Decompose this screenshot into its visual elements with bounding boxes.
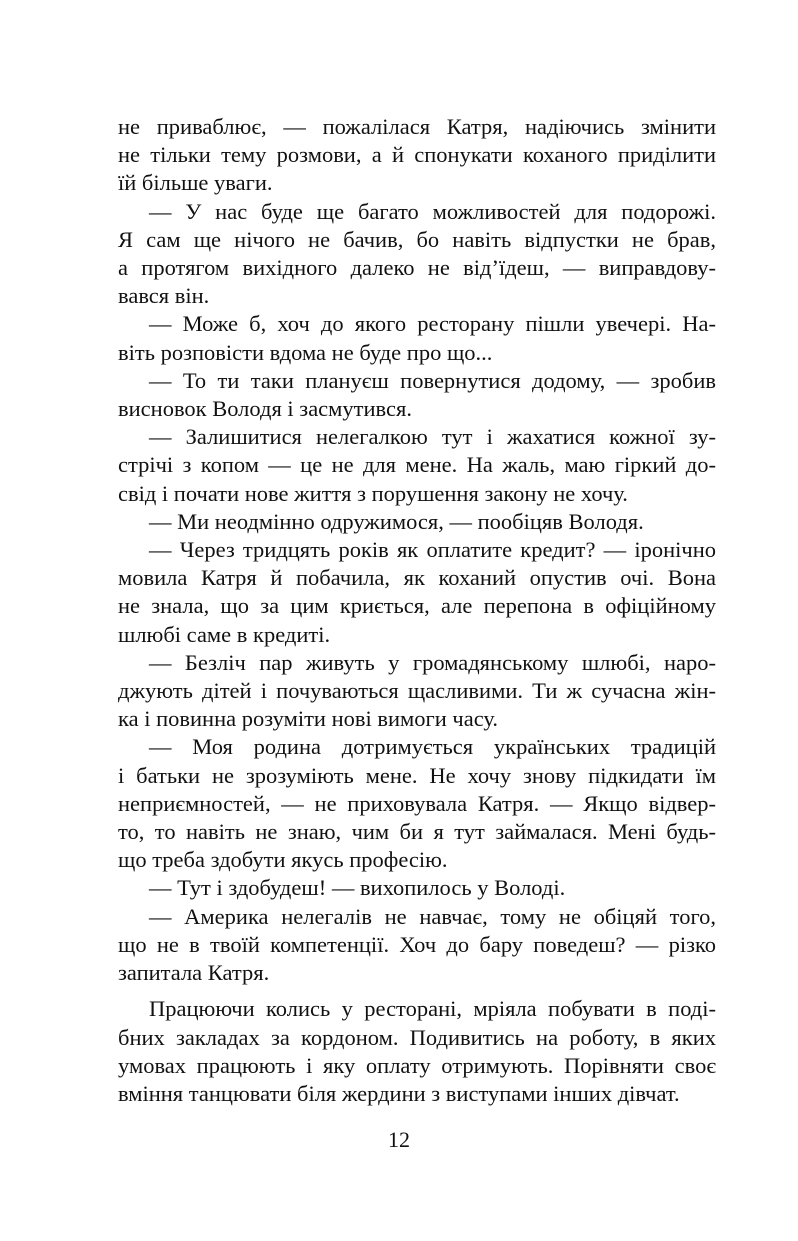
text-line: — Тут і здобудеш! — вихопилось у Володі.: [149, 875, 566, 901]
text-line: і батьки не зрозуміють мене. Не хочу знову підкидати їм: [118, 762, 716, 788]
text-line: не тільки тему розмови, а й спонукати коханого приділити: [118, 142, 716, 168]
text-line: — Через тридцять років як оплатите кредит? — іронічно: [149, 537, 716, 563]
text-line: що треба здобути якусь професію.: [118, 847, 448, 873]
text-line: неприємностей, — не приховувала Катря. — Якщо відвер-: [118, 790, 716, 816]
text-line: — Залишитися нелегалкою тут і жахатися кожної зу-: [149, 424, 716, 450]
text-line: умовах працюють і яку оплату отримують. Порівняти своє: [118, 1052, 716, 1078]
text-line: шлюбі саме в кредиті.: [118, 621, 331, 647]
text-line: не знала, що за цим криється, але перепона в офіційному: [118, 593, 716, 619]
text-line: — Може б, хоч до якого ресторану пішли увечері. На-: [149, 311, 716, 337]
text-line: свід і почати нове життя з порушення закону не хочу.: [118, 480, 628, 506]
text-line: стрічі з копом — це не для мене. На жаль, маю гіркий до-: [118, 452, 716, 478]
text-line: — То ти таки плануєш повернутися додому, — зробив: [149, 367, 716, 393]
text-line: не приваблює, — пожалілася Катря, надіючись змінити: [118, 114, 716, 139]
text-line: запитала Катря.: [118, 960, 270, 986]
text-line: а протягом вихідного далеко не від’їдеш, — виправдову-: [118, 255, 716, 281]
text-line: мовила Катря й побачила, як коханий опустив очі. Вона: [118, 565, 716, 591]
text-line: що не в твоїй компетенції. Хоч до бару поведеш? — різко: [118, 931, 716, 957]
text-line: ка і повинна розуміти нові вимоги часу.: [118, 706, 499, 732]
text-line: віть розповісти вдома не буде про що...: [118, 339, 493, 365]
book-page-text: [118, 113, 716, 1108]
text-line: джують дітей і почуваються щасливими. Ти ж сучасна жін-: [118, 678, 716, 704]
page-number: 12: [388, 1127, 410, 1152]
text-line: висновок Володя і засмутився.: [118, 396, 412, 422]
text-line: — Моя родина дотримується українських традицій: [149, 734, 716, 760]
text-line: — У нас буде ще багато можливостей для подорожі.: [149, 198, 716, 224]
text-line: — Америка нелегалів не навчає, тому не обіцяй того,: [149, 903, 716, 929]
text-line: бних закладах за кордоном. Подивитись на роботу, в яких: [118, 1024, 716, 1050]
text-line: вміння танцювати біля жердини з виступами інших дівчат.: [118, 1080, 680, 1106]
text-line: то, то навіть не знаю, чим би я тут займалася. Мені будь-: [118, 819, 716, 845]
text-line: їй більше уваги.: [118, 170, 273, 196]
text-line: — Ми неодмінно одружимося, — пообіцяв Володя.: [149, 508, 644, 534]
text-line: вався він.: [118, 283, 210, 309]
text-line: Працюючи колись у ресторані, мріяла побувати в поді-: [149, 996, 716, 1022]
text-line: Я сам ще нічого не бачив, бо навіть відпустки не брав,: [118, 226, 716, 252]
text-line: — Безліч пар живуть у громадянському шлюбі, наро-: [149, 649, 716, 675]
